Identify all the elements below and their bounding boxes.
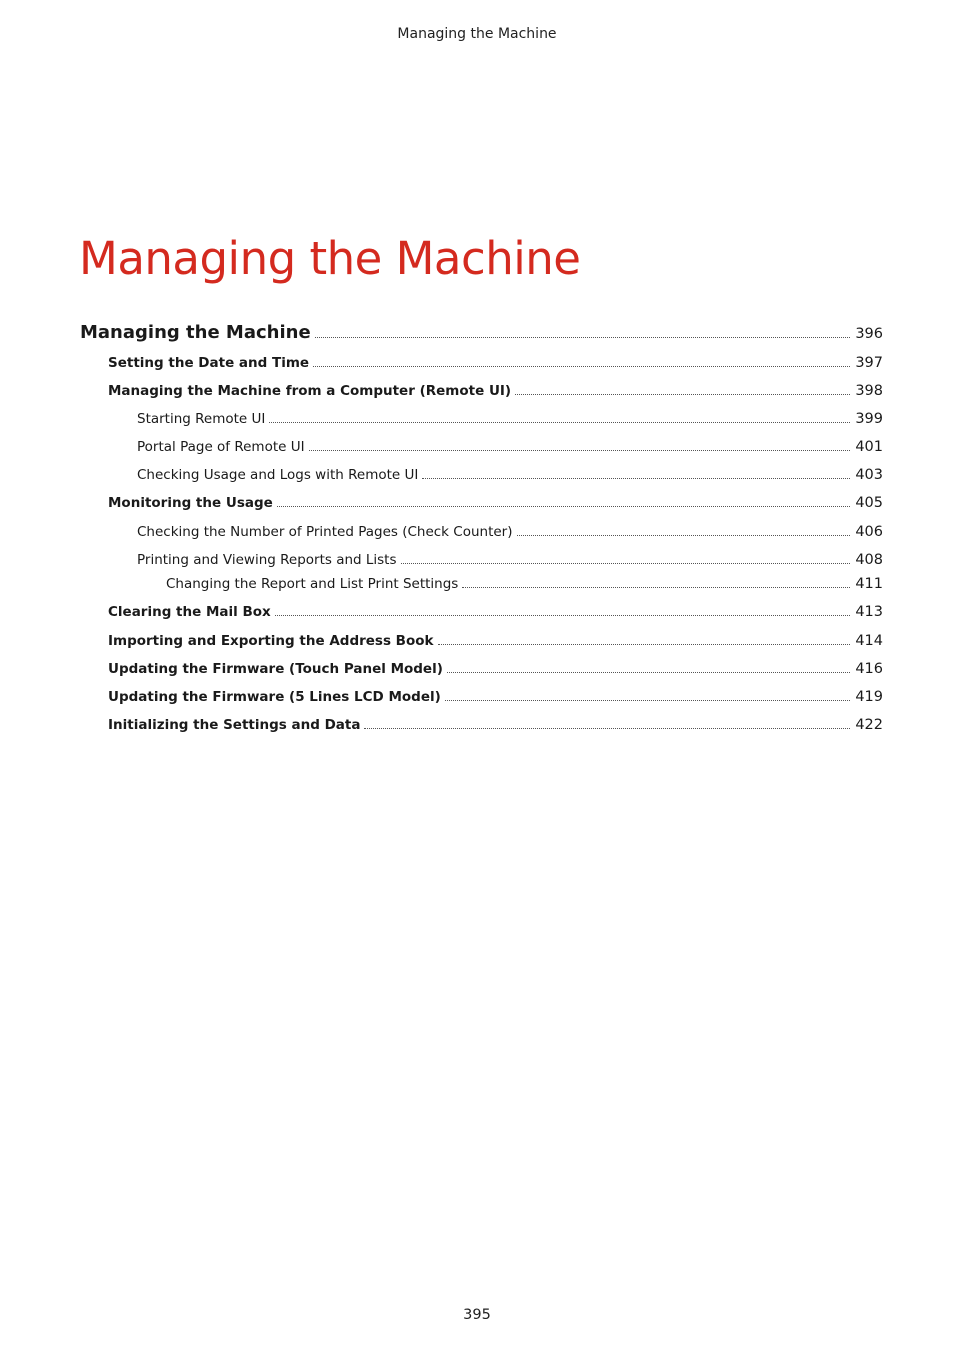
toc-entry-page: 411 <box>855 576 883 592</box>
toc-entry-label: Initializing the Settings and Data <box>108 717 361 733</box>
toc-entry-page: 398 <box>855 383 883 399</box>
toc-entry-setting-date-time[interactable] <box>108 352 883 374</box>
toc-entry-initializing-settings[interactable] <box>108 714 883 736</box>
toc-entry-check-counter[interactable] <box>137 521 883 543</box>
toc-entry-portal-page[interactable] <box>137 436 883 458</box>
toc-entry-label: Updating the Firmware (Touch Panel Model) <box>108 661 443 677</box>
toc-leader <box>445 699 851 701</box>
toc-leader <box>515 393 850 395</box>
toc-entry-clearing-mail-box[interactable] <box>108 601 883 623</box>
toc-entry-label: Checking Usage and Logs with Remote UI <box>137 467 419 483</box>
toc-entry-page: 419 <box>855 689 883 705</box>
toc-entry-page: 413 <box>855 604 883 620</box>
toc-leader <box>309 449 851 451</box>
toc-leader <box>422 477 850 479</box>
toc-entry-label: Printing and Viewing Reports and Lists <box>137 552 397 568</box>
toc-entry-page: 403 <box>855 467 883 483</box>
toc-entry-label: Portal Page of Remote UI <box>137 439 305 455</box>
toc-entry-monitoring-usage[interactable] <box>108 492 883 514</box>
toc-leader <box>462 586 850 588</box>
toc-entry-page: 406 <box>855 524 883 540</box>
toc-entry-page: 397 <box>855 355 883 371</box>
toc-entry-page: 422 <box>855 717 883 733</box>
toc-entry-page: 401 <box>855 439 883 455</box>
toc-entry-label: Clearing the Mail Box <box>108 604 271 620</box>
toc-leader <box>277 505 851 507</box>
toc-leader <box>447 671 850 673</box>
toc-leader <box>315 336 851 338</box>
toc-entry-page: 399 <box>855 411 883 427</box>
toc-entry-page: 416 <box>855 661 883 677</box>
toc-entry-label: Managing the Machine <box>80 322 311 343</box>
toc-entry-address-book[interactable] <box>108 630 883 652</box>
toc-entry-starting-remote-ui[interactable] <box>137 408 883 430</box>
toc-entry-label: Setting the Date and Time <box>108 355 310 371</box>
toc-entry-label: Managing the Machine from a Computer (Remote UI) <box>108 383 512 399</box>
toc-leader <box>269 421 850 423</box>
toc-leader <box>275 614 851 616</box>
toc-leader <box>364 727 850 729</box>
toc-entry-remote-ui[interactable] <box>108 380 883 402</box>
toc-entry-page: 396 <box>855 326 883 342</box>
toc-leader <box>517 534 851 536</box>
toc-entry-label: Monitoring the Usage <box>108 495 273 511</box>
toc-leader <box>313 365 850 367</box>
toc-entry-page: 414 <box>855 633 883 649</box>
toc-entry-page: 405 <box>855 495 883 511</box>
toc-entry-label: Checking the Number of Printed Pages (Check Counter) <box>137 524 513 540</box>
toc-entry-page: 408 <box>855 552 883 568</box>
toc-leader <box>438 643 851 645</box>
toc-entry-label: Updating the Firmware (5 Lines LCD Model) <box>108 689 441 705</box>
toc-entry-checking-usage-logs[interactable] <box>137 464 883 486</box>
chapter-title: Managing the Machine <box>79 232 581 285</box>
toc-entry-firmware-touch-panel[interactable] <box>108 658 883 680</box>
toc-entry-report-print-settings[interactable] <box>166 573 883 595</box>
toc-entry-firmware-lcd[interactable] <box>108 686 883 708</box>
toc-leader <box>401 562 851 564</box>
toc-entry-label: Importing and Exporting the Address Book <box>108 633 434 649</box>
toc-entry-managing-the-machine[interactable] <box>80 322 883 344</box>
toc-entry-reports-lists[interactable] <box>137 549 883 571</box>
toc-entry-label: Starting Remote UI <box>137 411 266 427</box>
toc-entry-label: Changing the Report and List Print Settings <box>166 576 459 592</box>
page-number: 395 <box>463 1307 491 1323</box>
running-header: Managing the Machine <box>397 26 557 42</box>
